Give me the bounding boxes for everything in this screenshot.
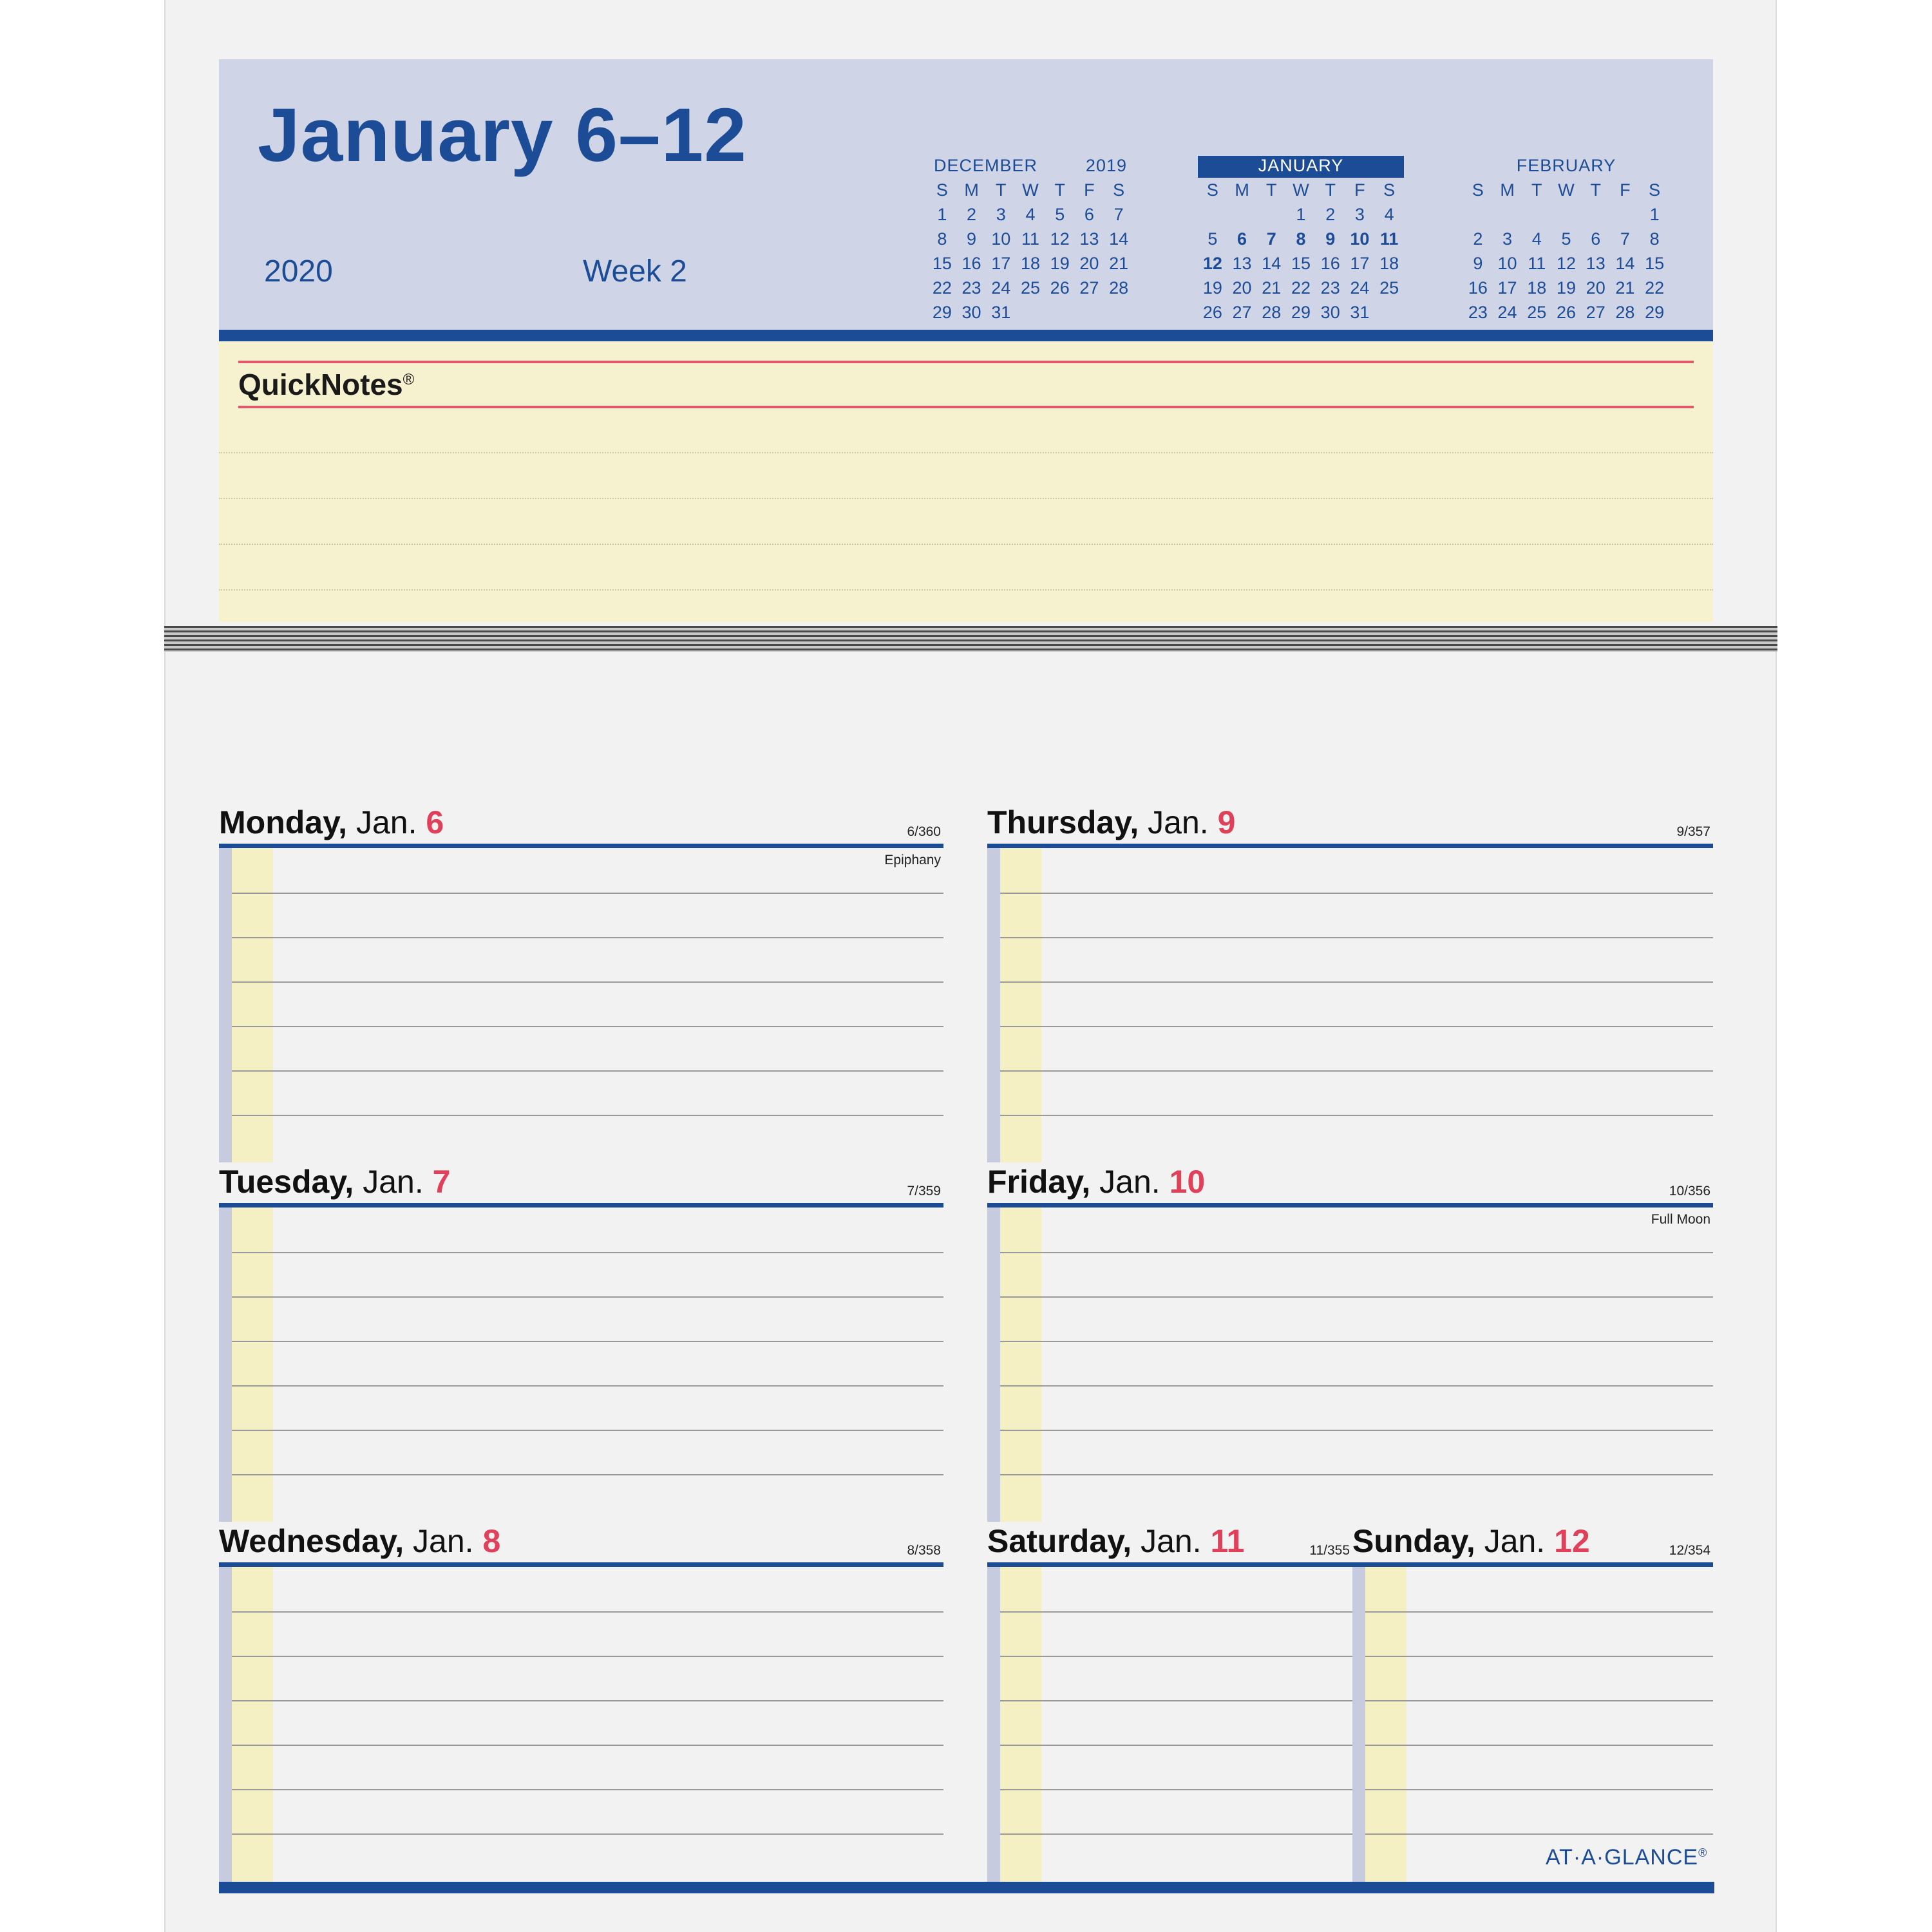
writing-line [1000, 1430, 1713, 1431]
calendar-day[interactable]: 1 [1649, 205, 1660, 224]
day-header [1352, 1524, 1713, 1562]
calendar-day[interactable]: 4 [1025, 205, 1036, 224]
margin-stripe [987, 848, 1000, 1162]
day-header [987, 1164, 1713, 1203]
calendar-day[interactable]: 13 [1232, 254, 1252, 273]
calendar-day[interactable]: 29 [1291, 303, 1311, 322]
mini-calendar-december [927, 156, 1133, 325]
writing-line [232, 1026, 943, 1027]
calendar-day[interactable]: 26 [1050, 278, 1070, 298]
margin-stripe [1352, 1567, 1365, 1882]
writing-line [1000, 1656, 1352, 1657]
writing-line [232, 1115, 943, 1116]
wire-binding [164, 626, 1777, 652]
calendar-day[interactable]: 1 [1296, 205, 1306, 224]
week-header [219, 59, 1713, 330]
calendar-day[interactable]: 22 [932, 278, 952, 298]
calendar-empty [1374, 300, 1404, 325]
day-header [219, 1524, 943, 1562]
writing-line [232, 1341, 943, 1342]
calendar-day[interactable]: 28 [1262, 303, 1282, 322]
writing-line [1000, 1789, 1352, 1790]
writing-line [232, 893, 943, 894]
calendar-empty [1075, 300, 1104, 325]
writing-line [232, 937, 943, 938]
calendar-day[interactable]: 17 [991, 254, 1011, 273]
calendar-day[interactable]: 2 [967, 205, 977, 224]
writing-line [232, 1700, 943, 1701]
calendar-day[interactable]: 31 [1350, 303, 1370, 322]
calendar-day[interactable]: 7 [1266, 229, 1276, 249]
weekday-label: T [1325, 180, 1336, 200]
writing-line [232, 1789, 943, 1790]
writing-line [1000, 1474, 1713, 1475]
day-rule [219, 1562, 943, 1567]
calendar-day[interactable]: 15 [932, 254, 952, 273]
margin-stripe [219, 848, 232, 1162]
calendar-day[interactable]: 16 [1468, 278, 1488, 298]
calendar-day[interactable]: 12 [1202, 254, 1222, 273]
quicknotes-title: QuickNotes® [238, 368, 415, 401]
calendar-day[interactable]: 26 [1556, 303, 1577, 322]
calendar-day[interactable]: 13 [1079, 229, 1099, 249]
calendar-day[interactable]: 30 [961, 303, 981, 322]
calendar-day[interactable]: 22 [1645, 278, 1665, 298]
weekday-label: M [1235, 180, 1249, 200]
weekday-label: S [1206, 180, 1218, 200]
calendar-day[interactable]: 30 [1320, 303, 1340, 322]
writing-line [232, 1385, 943, 1387]
notes-dotted-line [219, 589, 1713, 591]
weekday-label: T [1054, 180, 1065, 200]
day-of-year: 7/359 [907, 1184, 941, 1198]
writing-line [1000, 937, 1713, 938]
day-rule [987, 1562, 1352, 1567]
day-title: Monday, Jan. 6 [219, 804, 444, 840]
mini-calendar-month: FEBRUARY [1516, 156, 1616, 175]
calendar-day[interactable]: 7 [1620, 229, 1630, 249]
writing-line [1000, 1296, 1713, 1298]
day-thursday[interactable] [987, 805, 1713, 1162]
calendar-day[interactable]: 6 [1237, 229, 1247, 249]
writing-line [232, 1474, 943, 1475]
weekday-label: T [996, 180, 1007, 200]
notes-dotted-line [219, 544, 1713, 545]
weekday-label: M [964, 180, 979, 200]
mini-calendar-february [1463, 156, 1669, 325]
day-saturday[interactable] [987, 1524, 1352, 1882]
calendar-day[interactable]: 5 [1208, 229, 1218, 249]
calendar-day[interactable]: 17 [1497, 278, 1517, 298]
notes-dotted-line [219, 498, 1713, 499]
calendar-day[interactable]: 26 [1202, 303, 1222, 322]
day-tuesday[interactable] [219, 1164, 943, 1522]
calendar-day[interactable]: 25 [1527, 303, 1547, 322]
calendar-day[interactable]: 22 [1291, 278, 1311, 298]
calendar-day[interactable]: 29 [932, 303, 952, 322]
weekday-label: S [1383, 180, 1396, 200]
day-title: Saturday, Jan. 11 [987, 1523, 1245, 1559]
calendar-day[interactable]: 12 [1050, 229, 1070, 249]
calendar-empty [1551, 202, 1581, 227]
writing-line [232, 1833, 943, 1835]
calendar-day[interactable]: 2 [1473, 229, 1483, 249]
calendar-empty [1104, 300, 1133, 325]
calendar-day[interactable]: 4 [1531, 229, 1542, 249]
calendar-day[interactable]: 4 [1384, 205, 1394, 224]
calendar-day[interactable]: 2 [1325, 205, 1336, 224]
writing-line [232, 1296, 943, 1298]
writing-line [1365, 1611, 1713, 1613]
calendar-empty [1016, 300, 1045, 325]
writing-line [1000, 1341, 1713, 1342]
calendar-day[interactable]: 25 [1020, 278, 1041, 298]
calendar-day[interactable]: 27 [1232, 303, 1252, 322]
writing-line [1000, 1252, 1713, 1253]
day-of-year: 10/356 [1669, 1184, 1710, 1198]
calendar-day[interactable]: 5 [1561, 229, 1571, 249]
calendar-day[interactable]: 15 [1645, 254, 1665, 273]
calendar-day[interactable]: 3 [996, 205, 1006, 224]
calendar-day[interactable]: 9 [1473, 254, 1483, 273]
day-title: Wednesday, Jan. 8 [219, 1523, 501, 1559]
calendar-day[interactable]: 31 [991, 303, 1011, 322]
day-rule [219, 844, 943, 848]
calendar-empty [1198, 202, 1227, 227]
mini-calendar-grid [1463, 178, 1669, 325]
writing-line [1000, 1026, 1713, 1027]
calendar-day[interactable]: 21 [1615, 278, 1635, 298]
day-monday[interactable] [219, 805, 943, 1162]
notes-red-rule [238, 406, 1694, 408]
calendar-day[interactable]: 19 [1050, 254, 1070, 273]
writing-line [232, 1252, 943, 1253]
day-friday[interactable] [987, 1164, 1713, 1522]
calendar-day[interactable]: 23 [961, 278, 981, 298]
mini-calendar-year: 2019 [1085, 156, 1127, 175]
calendar-day[interactable]: 18 [1020, 254, 1041, 273]
margin-stripe [219, 1208, 232, 1522]
day-title: Friday, Jan. 10 [987, 1164, 1206, 1200]
writing-line [1000, 1833, 1352, 1835]
calendar-day[interactable]: 10 [991, 229, 1011, 249]
calendar-empty [1581, 202, 1611, 227]
writing-line [1000, 1745, 1352, 1746]
calendar-day[interactable]: 6 [1591, 229, 1601, 249]
calendar-day[interactable]: 15 [1291, 254, 1311, 273]
calendar-day[interactable]: 7 [1113, 205, 1124, 224]
calendar-day[interactable]: 24 [991, 278, 1011, 298]
day-sunday[interactable] [1352, 1524, 1713, 1882]
writing-line [1000, 1115, 1713, 1116]
weekday-label: W [1022, 180, 1039, 200]
day-header [219, 805, 943, 844]
mini-calendar-month: JANUARY [1258, 156, 1344, 175]
calendar-day[interactable]: 10 [1350, 229, 1370, 249]
day-of-year: 11/355 [1309, 1543, 1350, 1558]
mini-calendar-header-selected [1198, 156, 1404, 178]
day-wednesday[interactable] [219, 1524, 943, 1882]
weekday-label: W [1558, 180, 1575, 200]
writing-line [1365, 1656, 1713, 1657]
calendar-day[interactable]: 11 [1528, 254, 1546, 273]
weekday-label: W [1293, 180, 1309, 200]
notes-red-rule [238, 361, 1694, 363]
weekday-label: F [1084, 180, 1095, 200]
calendar-day[interactable]: 8 [1296, 229, 1306, 249]
day-rule [219, 1203, 943, 1208]
mini-calendar-month: DECEMBER [934, 156, 1038, 175]
day-of-year: 12/354 [1669, 1543, 1710, 1558]
day-title: Thursday, Jan. 9 [987, 804, 1236, 840]
calendar-day[interactable]: 14 [1109, 229, 1129, 249]
day-rule [987, 844, 1713, 848]
mini-calendar-header [1463, 156, 1669, 178]
calendar-empty [1493, 202, 1522, 227]
margin-stripe [987, 1567, 1000, 1882]
writing-line [232, 1070, 943, 1072]
calendar-day[interactable]: 16 [961, 254, 981, 273]
calendar-day[interactable]: 9 [1325, 229, 1336, 249]
calendar-day[interactable]: 20 [1586, 278, 1605, 298]
calendar-day[interactable]: 8 [937, 229, 947, 249]
day-title: Sunday, Jan. 12 [1352, 1523, 1590, 1559]
calendar-day[interactable]: 24 [1497, 303, 1517, 322]
weekday-label: T [1531, 180, 1542, 200]
writing-line [1000, 1700, 1352, 1701]
calendar-day[interactable]: 23 [1468, 303, 1488, 322]
calendar-empty [1611, 202, 1640, 227]
weekday-label: S [1649, 180, 1661, 200]
calendar-day[interactable]: 27 [1586, 303, 1605, 322]
margin-stripe [219, 1567, 232, 1882]
weekday-label: F [1620, 180, 1631, 200]
calendar-day[interactable]: 1 [937, 205, 947, 224]
calendar-day[interactable]: 21 [1262, 278, 1282, 298]
writing-line [232, 1656, 943, 1657]
calendar-day[interactable]: 14 [1262, 254, 1282, 273]
calendar-day[interactable]: 6 [1084, 205, 1094, 224]
weekday-label: T [1590, 180, 1601, 200]
calendar-empty [1463, 202, 1493, 227]
calendar-day[interactable]: 13 [1586, 254, 1605, 273]
calendar-empty [1256, 202, 1286, 227]
writing-line [1000, 981, 1713, 983]
mini-calendar-header [927, 156, 1133, 178]
calendar-empty [1522, 202, 1551, 227]
calendar-day[interactable]: 27 [1079, 278, 1099, 298]
writing-line [1000, 1070, 1713, 1072]
calendar-day[interactable]: 20 [1232, 278, 1252, 298]
calendar-day[interactable]: 16 [1320, 254, 1340, 273]
day-rule [1352, 1562, 1713, 1567]
writing-line [1365, 1833, 1713, 1835]
week-title: January 6–12 [258, 93, 747, 178]
day-note: Epiphany [884, 853, 941, 867]
writing-line [1365, 1789, 1713, 1790]
calendar-empty [1227, 202, 1257, 227]
calendar-day[interactable]: 14 [1615, 254, 1635, 273]
weekday-label: S [1472, 180, 1484, 200]
day-rule [987, 1203, 1713, 1208]
writing-line [1000, 893, 1713, 894]
writing-line [232, 1611, 943, 1613]
calendar-day[interactable]: 9 [967, 229, 977, 249]
weekday-label: S [936, 180, 948, 200]
calendar-day[interactable]: 10 [1497, 254, 1517, 273]
mini-calendar-january [1198, 156, 1404, 325]
margin-stripe [987, 1208, 1000, 1522]
quicknotes-area[interactable] [219, 341, 1713, 622]
day-header [219, 1164, 943, 1203]
calendar-day[interactable]: 29 [1645, 303, 1665, 322]
weekday-label: F [1354, 180, 1365, 200]
calendar-day[interactable]: 3 [1502, 229, 1513, 249]
writing-line [232, 1430, 943, 1431]
writing-line [1365, 1745, 1713, 1746]
calendar-day[interactable]: 5 [1055, 205, 1065, 224]
mini-calendar-grid [927, 178, 1133, 325]
brand-logo: AT·A·GLANCE® [1546, 1845, 1708, 1870]
calendar-day[interactable]: 11 [1021, 229, 1039, 249]
writing-line [1000, 1385, 1713, 1387]
day-of-year: 6/360 [907, 824, 941, 839]
calendar-day[interactable]: 21 [1109, 254, 1129, 273]
day-header [987, 1524, 1352, 1562]
notes-dotted-line [219, 452, 1713, 453]
calendar-day[interactable]: 18 [1527, 278, 1547, 298]
weekday-label: S [1113, 180, 1125, 200]
weekday-label: T [1266, 180, 1277, 200]
calendar-day[interactable]: 12 [1556, 254, 1577, 273]
calendar-day[interactable]: 18 [1379, 254, 1399, 273]
calendar-day[interactable]: 3 [1354, 205, 1365, 224]
day-of-year: 9/357 [1676, 824, 1710, 839]
calendar-day[interactable]: 20 [1079, 254, 1099, 273]
weekday-label: M [1500, 180, 1515, 200]
writing-line [232, 1745, 943, 1746]
mini-calendar-grid [1198, 178, 1404, 325]
calendar-day[interactable]: 17 [1350, 254, 1370, 273]
calendar-empty [1045, 300, 1075, 325]
writing-line [1365, 1700, 1713, 1701]
header-divider [219, 330, 1713, 341]
calendar-day[interactable]: 28 [1615, 303, 1635, 322]
year-label: 2020 [264, 254, 333, 289]
calendar-day[interactable]: 28 [1109, 278, 1129, 298]
day-header [987, 805, 1713, 844]
calendar-day[interactable]: 25 [1379, 278, 1399, 298]
calendar-day[interactable]: 19 [1556, 278, 1577, 298]
calendar-day[interactable]: 8 [1649, 229, 1660, 249]
calendar-day[interactable]: 24 [1350, 278, 1370, 298]
calendar-day[interactable]: 19 [1202, 278, 1222, 298]
footer-rule [219, 1882, 1714, 1893]
day-of-year: 8/358 [907, 1543, 941, 1558]
day-note: Full Moon [1651, 1212, 1710, 1227]
writing-line [1000, 1611, 1352, 1613]
week-number: Week 2 [583, 254, 687, 289]
calendar-day[interactable]: 23 [1320, 278, 1340, 298]
day-title: Tuesday, Jan. 7 [219, 1164, 451, 1200]
calendar-day[interactable]: 11 [1379, 229, 1399, 249]
writing-line [232, 981, 943, 983]
